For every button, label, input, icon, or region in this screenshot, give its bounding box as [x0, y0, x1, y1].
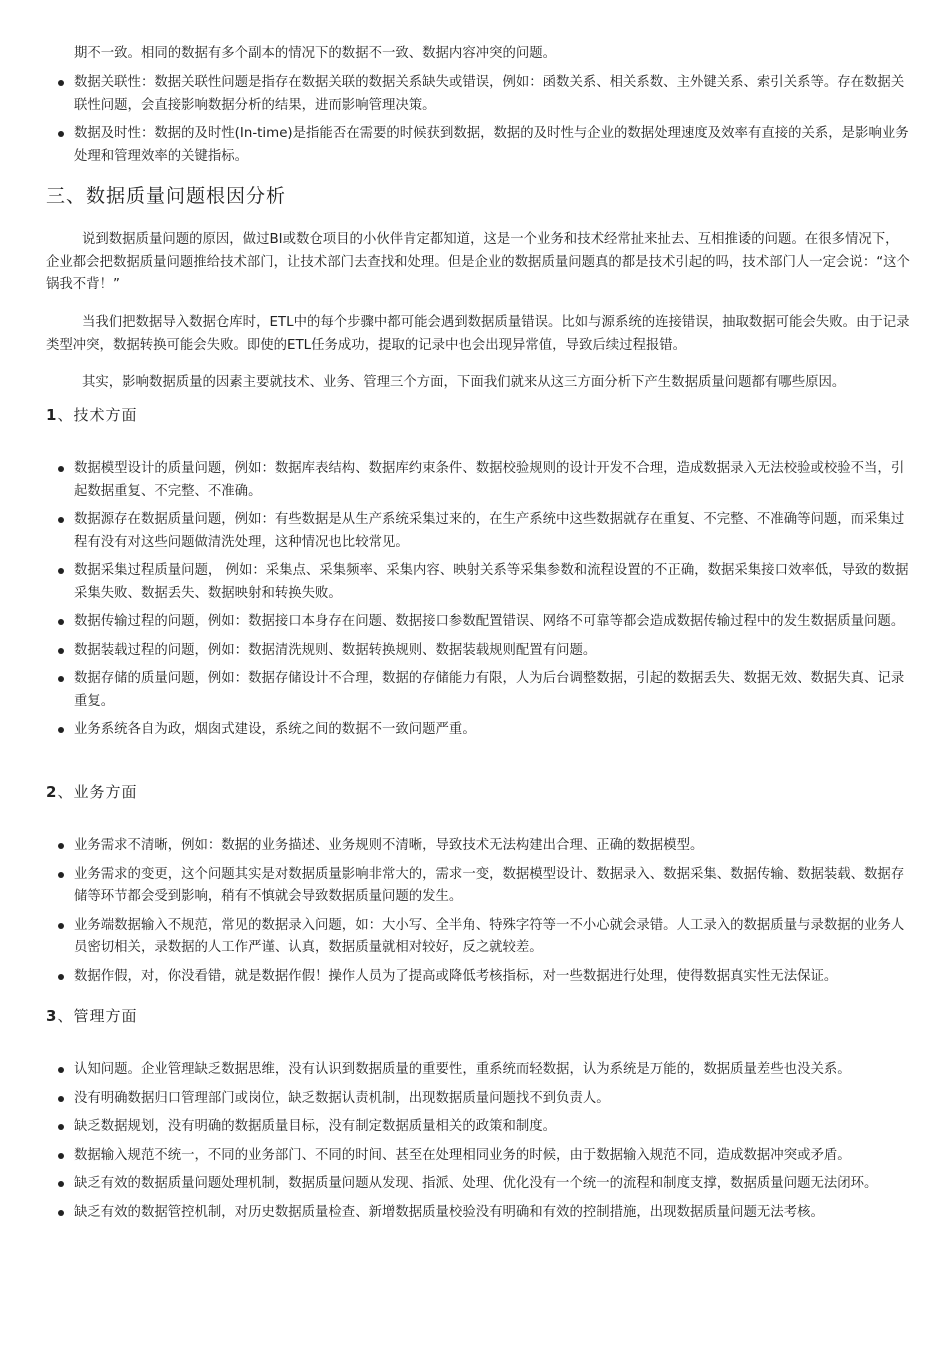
list-item: 业务系统各自为政，烟囱式建设，系统之间的数据不一致问题严重。: [0, 719, 950, 742]
subsection-title-management: 3、管理方面: [46, 1007, 138, 1025]
list-item: 认知问题。企业管理缺乏数据思维，没有认识到数据质量的重要性，重系统而轻数据，认为系统是万能的，数据质量差些也没关系。: [0, 1059, 950, 1082]
bullet-icon: [58, 727, 64, 733]
bullet-icon: [58, 517, 64, 523]
business-list: [0, 835, 950, 994]
subsection-title-business: 2、业务方面: [46, 783, 138, 801]
list-item: 数据关联性：数据关联性问题是指存在数据关联的数据关系缺失或错误，例如：函数关系、相关系数、主外键关系、索引关系等。存在数据关联性问题，会直接影响数据分析的结果，进而影响管理决策。: [0, 72, 950, 117]
list-item: 数据采集过程质量问题， 例如：采集点、采集频率、采集内容、映射关系等采集参数和流程设置的不正确，数据采集接口效率低，导致的数据采集失败、数据丢失、数据映射和转换失败。: [0, 560, 950, 605]
list-item: 数据装载过程的问题，例如：数据清洗规则、数据转换规则、数据装载规则配置有问题。: [0, 640, 950, 663]
bullet-icon: [58, 1096, 64, 1102]
list-item: 数据模型设计的质量问题，例如：数据库表结构、数据库约束条件、数据校验规则的设计开发不合理，造成数据录入无法校验或校验不当，引起数据重复、不完整、不准确。: [0, 458, 950, 503]
management-list: [0, 1059, 950, 1230]
list-item: 数据作假，对，你没看错，就是数据作假！操作人员为了提高或降低考核指标，对一些数据进行处理，使得数据真实性无法保证。: [0, 966, 950, 989]
bullet-icon: [58, 568, 64, 574]
bullet-icon: [58, 923, 64, 929]
paragraph: 其实，影响数据质量的因素主要就技术、业务、管理三个方面，下面我们就来从这三方面分析下产生数据质量问题都有哪些原因。: [82, 375, 846, 390]
list-item: 数据及时性：数据的及时性(In-time)是指能否在需要的时候获到数据，数据的及时性与企业的数据处理速度及效率有直接的关系，是影响业务处理和管理效率的关键指标。: [0, 123, 950, 168]
list-item: 业务需求不清晰，例如：数据的业务描述、业务规则不清晰，导致技术无法构建出合理、正确的数据模型。: [0, 835, 950, 858]
bullet-icon: [58, 843, 64, 849]
bullet-icon: [58, 1067, 64, 1073]
list-item: 数据输入规范不统一，不同的业务部门、不同的时间、甚至在处理相同业务的时候，由于数据输入规范不同，造成数据冲突或矛盾。: [0, 1145, 950, 1168]
intro-fragment: 期不一致。相同的数据有多个副本的情况下的数据不一致、数据内容冲突的问题。: [74, 46, 557, 61]
bullet-icon: [58, 1181, 64, 1187]
technology-list: [0, 458, 950, 748]
bullet-icon: [58, 1153, 64, 1159]
bullet-icon: [58, 466, 64, 472]
bullet-icon: [58, 619, 64, 625]
list-item: 没有明确数据归口管理部门或岗位，缺乏数据认责机制，出现数据质量问题找不到负责人。: [0, 1088, 950, 1111]
bullet-icon: [58, 1124, 64, 1130]
list-item: 缺乏有效的数据管控机制，对历史数据质量检查、新增数据质量校验没有明确和有效的控制措施，出现数据质量问题无法考核。: [0, 1202, 950, 1225]
section-title: 三、数据质量问题根因分析: [46, 185, 287, 207]
bullet-icon: [58, 974, 64, 980]
list-item: 数据存储的质量问题，例如：数据存储设计不合理，数据的存储能力有限，人为后台调整数据，引起的数据丢失、数据无效、数据失真、记录重复。: [0, 668, 950, 713]
top-bullet-list: [0, 72, 950, 174]
list-item: 业务端数据输入不规范，常见的数据录入问题，如：大小写、全半角、特殊字符等一不小心就会录错。人工录入的数据质量与录数据的业务人员密切相关，录数据的人工作严谨、认真，数据质量就相对较好，反之就较差。: [0, 915, 950, 960]
list-item: 缺乏数据规划，没有明确的数据质量目标，没有制定数据质量相关的政策和制度。: [0, 1116, 950, 1139]
bullet-icon: [58, 872, 64, 878]
subsection-title-technology: 1、技术方面: [46, 406, 138, 424]
list-item: 数据传输过程的问题，例如：数据接口本身存在问题、数据接口参数配置错误、网络不可靠等都会造成数据传输过程中的发生数据质量问题。: [0, 611, 950, 634]
list-item: 业务需求的变更，这个问题其实是对数据质量影响非常大的，需求一变，数据模型设计、数据录入、数据采集、数据传输、数据装载、数据存储等环节都会受到影响，稍有不慎就会导致数据质量问题的发生。: [0, 864, 950, 909]
bullet-icon: [58, 80, 64, 86]
paragraph: 当我们把数据导入数据仓库时，ETL中的每个步骤中都可能会遇到数据质量错误。比如与源系统的连接错误，抽取数据可能会失败。由于记录类型冲突，数据转换可能会失败。即使的ETL任务成功，提取的记录中也会出现异常值，导致后续过程报错。: [46, 315, 910, 353]
list-item: 数据源存在数据质量问题，例如：有些数据是从生产系统采集过来的，在生产系统中这些数据就存在重复、不完整、不准确等问题，而采集过程有没有对这些问题做清洗处理，这种情况也比较常见。: [0, 509, 950, 554]
bullet-icon: [58, 676, 64, 682]
paragraph: 说到数据质量问题的原因，做过BI或数仓项目的小伙伴肯定都知道，这是一个业务和技术经常扯来扯去、互相推诿的问题。在很多情况下，企业都会把数据质量问题推给技术部门，让技术部门去查找和处理。但是企业的数据质量问题真的都是技术引起的吗，技术部门人一定会说：“这个锅我不背！”: [46, 232, 910, 292]
list-item: 缺乏有效的数据质量问题处理机制，数据质量问题从发现、指派、处理、优化没有一个统一的流程和制度支撑，数据质量问题无法闭环。: [0, 1173, 950, 1196]
bullet-icon: [58, 131, 64, 137]
bullet-icon: [58, 648, 64, 654]
bullet-icon: [58, 1210, 64, 1216]
